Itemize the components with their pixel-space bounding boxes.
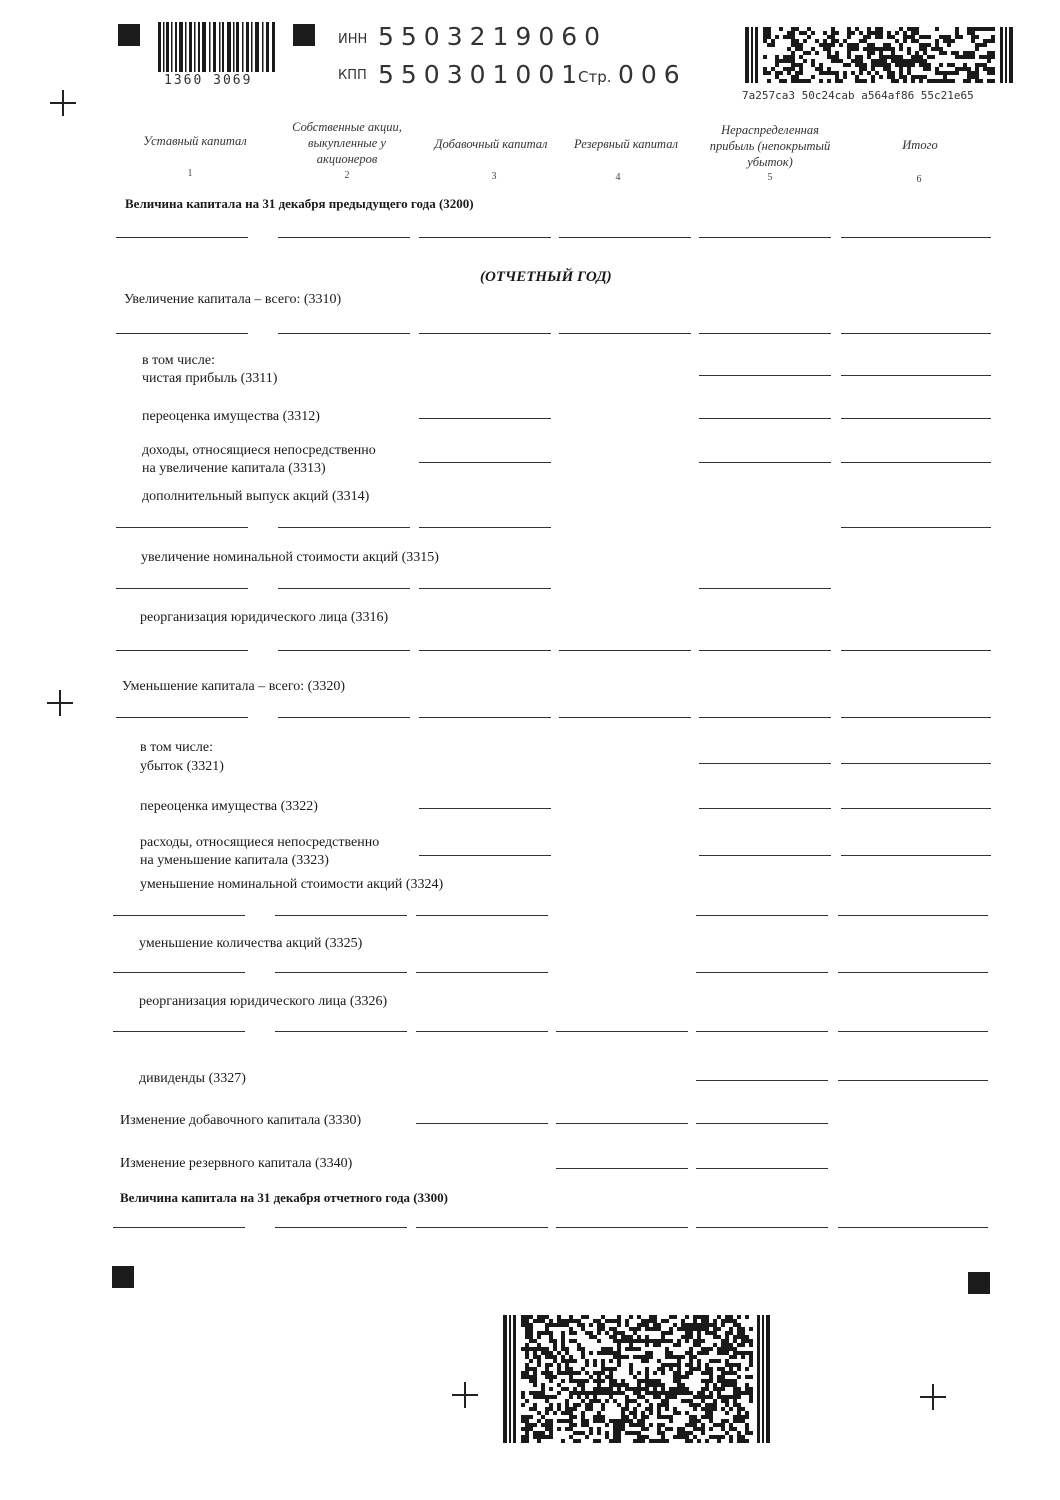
value-line xyxy=(699,717,831,718)
value-line xyxy=(278,237,410,238)
column-number: 3 xyxy=(491,171,497,182)
value-line xyxy=(556,1168,688,1169)
value-line xyxy=(696,972,828,973)
row-label-3200: Величина капитала на 31 декабря предыдущего года (3200) xyxy=(125,196,474,211)
value-line xyxy=(699,650,831,651)
page-label: Стр. xyxy=(578,68,612,86)
row-label-3314: дополнительный выпуск акций (3314) xyxy=(142,489,370,504)
kpp-label: КПП xyxy=(338,68,367,83)
row-label-3316: реорганизация юридического лица (3316) xyxy=(140,610,389,625)
value-line xyxy=(841,808,991,809)
value-line xyxy=(419,588,551,589)
value-line xyxy=(699,237,831,238)
row-label-3325: уменьшение количества акций (3325) xyxy=(139,936,363,951)
value-line xyxy=(556,1123,688,1124)
value-line xyxy=(116,237,248,238)
row-label-3322: переоценка имущества (3322) xyxy=(140,799,318,814)
row-label-3313-line1: доходы, относящиеся непосредственно xyxy=(142,443,376,458)
value-line xyxy=(838,972,988,973)
value-line xyxy=(419,333,551,334)
value-line xyxy=(559,237,691,238)
row-label-3312: переоценка имущества (3312) xyxy=(142,409,320,424)
row-label-3320: Уменьшение капитала – всего: (3320) xyxy=(122,679,345,694)
value-line xyxy=(419,808,551,809)
value-line xyxy=(841,717,991,718)
value-line xyxy=(559,717,691,718)
value-line xyxy=(116,333,248,334)
2d-barcode xyxy=(503,1315,770,1443)
value-line xyxy=(278,588,410,589)
value-line xyxy=(841,763,991,764)
crosshair-icon xyxy=(920,1384,946,1410)
registration-mark xyxy=(112,1266,134,1288)
value-line xyxy=(419,855,551,856)
value-line xyxy=(841,527,991,528)
value-line xyxy=(841,855,991,856)
document-hash: 7a257ca3 50c24cab a564af86 55c21e65 xyxy=(742,89,974,102)
column-header-6: Итого xyxy=(902,138,938,152)
row-label-3323-line2: на уменьшение капитала (3323) xyxy=(140,853,329,868)
value-line xyxy=(275,972,407,973)
value-line xyxy=(559,650,691,651)
row-label-3330: Изменение добавочного капитала (3330) xyxy=(120,1113,362,1128)
value-line xyxy=(275,1031,407,1032)
barcode-number: 1360 3069 xyxy=(164,73,253,88)
2d-barcode xyxy=(745,27,1013,83)
value-line xyxy=(116,588,248,589)
value-line xyxy=(419,527,551,528)
value-line xyxy=(278,717,410,718)
value-line xyxy=(841,462,991,463)
value-line xyxy=(696,1123,828,1124)
kpp-value: 550301001 xyxy=(378,60,585,89)
value-line xyxy=(699,588,831,589)
value-line xyxy=(556,1031,688,1032)
value-line xyxy=(419,462,551,463)
value-line xyxy=(116,527,248,528)
value-line xyxy=(556,1227,688,1228)
column-header-5: Нераспределенная прибыль (непокрытый убыток) xyxy=(709,123,831,169)
column-number: 6 xyxy=(916,174,922,185)
row-label-including: в том числе: xyxy=(140,740,213,755)
value-line xyxy=(699,763,831,764)
value-line xyxy=(841,375,991,376)
value-line xyxy=(696,1031,828,1032)
value-line xyxy=(419,650,551,651)
value-line xyxy=(278,650,410,651)
value-line xyxy=(113,915,245,916)
value-line xyxy=(113,1227,245,1228)
crosshair-icon xyxy=(50,90,76,116)
registration-mark xyxy=(118,24,140,46)
value-line xyxy=(696,915,828,916)
row-label-3321: убыток (3321) xyxy=(140,759,224,774)
value-line xyxy=(416,915,548,916)
row-label-3327: дивиденды (3327) xyxy=(139,1071,246,1086)
row-label-3315: увеличение номинальной стоимости акций (3315) xyxy=(141,550,439,565)
value-line xyxy=(559,333,691,334)
value-line xyxy=(699,418,831,419)
row-label-3323-line1: расходы, относящиеся непосредственно xyxy=(140,835,380,850)
column-number: 5 xyxy=(767,172,773,183)
column-number: 2 xyxy=(344,170,350,181)
value-line xyxy=(113,972,245,973)
section-title: (ОТЧЕТНЫЙ ГОД) xyxy=(480,269,612,285)
value-line xyxy=(696,1080,828,1081)
value-line xyxy=(275,1227,407,1228)
value-line xyxy=(841,333,991,334)
column-number: 1 xyxy=(187,168,193,179)
column-header-2: Собственные акции, выкупленные у акционеров xyxy=(292,120,402,166)
value-line xyxy=(278,333,410,334)
value-line xyxy=(416,1123,548,1124)
value-line xyxy=(696,1227,828,1228)
crosshair-icon xyxy=(452,1382,478,1408)
linear-barcode xyxy=(158,22,276,72)
row-label-3326: реорганизация юридического лица (3326) xyxy=(139,994,388,1009)
value-line xyxy=(699,808,831,809)
value-line xyxy=(699,462,831,463)
value-line xyxy=(116,650,248,651)
value-line xyxy=(416,1227,548,1228)
row-label-3311: чистая прибыль (3311) xyxy=(142,371,278,386)
value-line xyxy=(278,527,410,528)
value-line xyxy=(838,915,988,916)
value-line xyxy=(838,1227,988,1228)
value-line xyxy=(699,855,831,856)
column-header-3: Добавочный капитал xyxy=(434,137,548,151)
registration-mark xyxy=(293,24,315,46)
inn-label: ИНН xyxy=(338,32,368,47)
column-number: 4 xyxy=(615,172,621,183)
value-line xyxy=(838,1080,988,1081)
value-line xyxy=(699,375,831,376)
value-line xyxy=(113,1031,245,1032)
row-label-3310: Увеличение капитала – всего: (3310) xyxy=(124,292,342,307)
column-header-1: Уставный капитал xyxy=(143,134,247,148)
row-label-3313-line2: на увеличение капитала (3313) xyxy=(142,461,326,476)
row-label-3340: Изменение резервного капитала (3340) xyxy=(120,1156,353,1171)
value-line xyxy=(275,915,407,916)
value-line xyxy=(838,1031,988,1032)
value-line xyxy=(416,972,548,973)
value-line xyxy=(841,237,991,238)
value-line xyxy=(416,1031,548,1032)
value-line xyxy=(419,418,551,419)
inn-value: 5503219060 xyxy=(378,22,608,51)
value-line xyxy=(696,1168,828,1169)
row-label-3324: уменьшение номинальной стоимости акций (3324) xyxy=(140,877,444,892)
value-line xyxy=(419,237,551,238)
row-label-including: в том числе: xyxy=(142,353,215,368)
value-line xyxy=(419,717,551,718)
crosshair-icon xyxy=(47,690,73,716)
value-line xyxy=(699,333,831,334)
column-header-4: Резервный капитал xyxy=(574,137,678,151)
page-number: 006 xyxy=(618,60,687,89)
row-label-3300: Величина капитала на 31 декабря отчетного года (3300) xyxy=(120,1190,448,1205)
registration-mark xyxy=(968,1272,990,1294)
value-line xyxy=(841,418,991,419)
value-line xyxy=(116,717,248,718)
value-line xyxy=(841,650,991,651)
